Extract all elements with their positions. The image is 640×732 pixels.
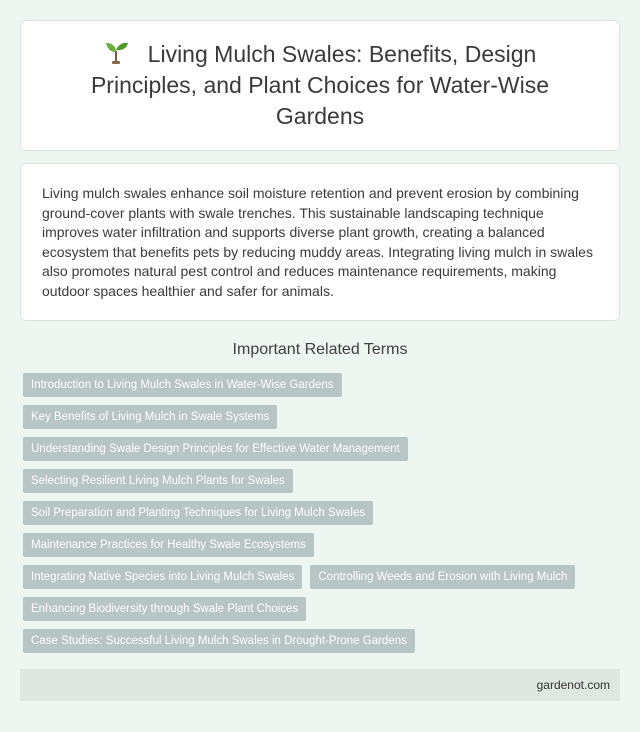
related-terms-list — [23, 373, 623, 661]
term-row — [23, 373, 623, 397]
term-row — [23, 565, 623, 589]
term-row — [23, 469, 623, 493]
page-title-text: Living Mulch Swales: Benefits, Design Principles, and Plant Choices for Water-Wise Gardens — [90, 41, 550, 129]
term-row — [23, 629, 623, 653]
page-title — [51, 39, 589, 132]
term-tag[interactable]: Soil Preparation and Planting Techniques for Living Mulch Swales — [23, 501, 373, 525]
footer-site-link[interactable]: gardenot.com — [536, 678, 610, 692]
term-row — [23, 405, 623, 429]
term-tag[interactable]: Maintenance Practices for Healthy Swale Ecosystems — [23, 533, 314, 557]
term-tag[interactable]: Introduction to Living Mulch Swales in Water-Wise Gardens — [23, 373, 342, 397]
term-tag[interactable]: Integrating Native Species into Living Mulch Swales — [23, 565, 302, 589]
term-row — [23, 533, 623, 557]
sprout-icon — [104, 40, 130, 64]
term-row — [23, 501, 623, 525]
footer — [20, 669, 620, 701]
summary-text: Living mulch swales enhance soil moisture retention and prevent erosion by combining ground-cover plants with swale trenches. This sustainable landscaping technique improves water infiltration and supports diverse plant growth, creating a balanced ecosystem that benefits pets by reducing muddy areas. Integrating living mulch in swales also promotes natural pest control and reduces maintenance requirements, making outdoor spaces healthier and safer for animals. — [42, 185, 593, 299]
term-row — [23, 437, 623, 461]
summary-card — [20, 163, 620, 321]
term-tag[interactable]: Key Benefits of Living Mulch in Swale Systems — [23, 405, 277, 429]
term-tag[interactable]: Case Studies: Successful Living Mulch Swales in Drought-Prone Gardens — [23, 629, 415, 653]
term-tag[interactable]: Understanding Swale Design Principles for Effective Water Management — [23, 437, 408, 461]
term-tag[interactable]: Selecting Resilient Living Mulch Plants for Swales — [23, 469, 293, 493]
term-tag[interactable]: Controlling Weeds and Erosion with Living Mulch — [310, 565, 575, 589]
term-tag[interactable]: Enhancing Biodiversity through Swale Plant Choices — [23, 597, 306, 621]
related-terms-heading: Important Related Terms — [232, 341, 408, 358]
title-card — [20, 20, 620, 151]
term-row — [23, 597, 623, 621]
